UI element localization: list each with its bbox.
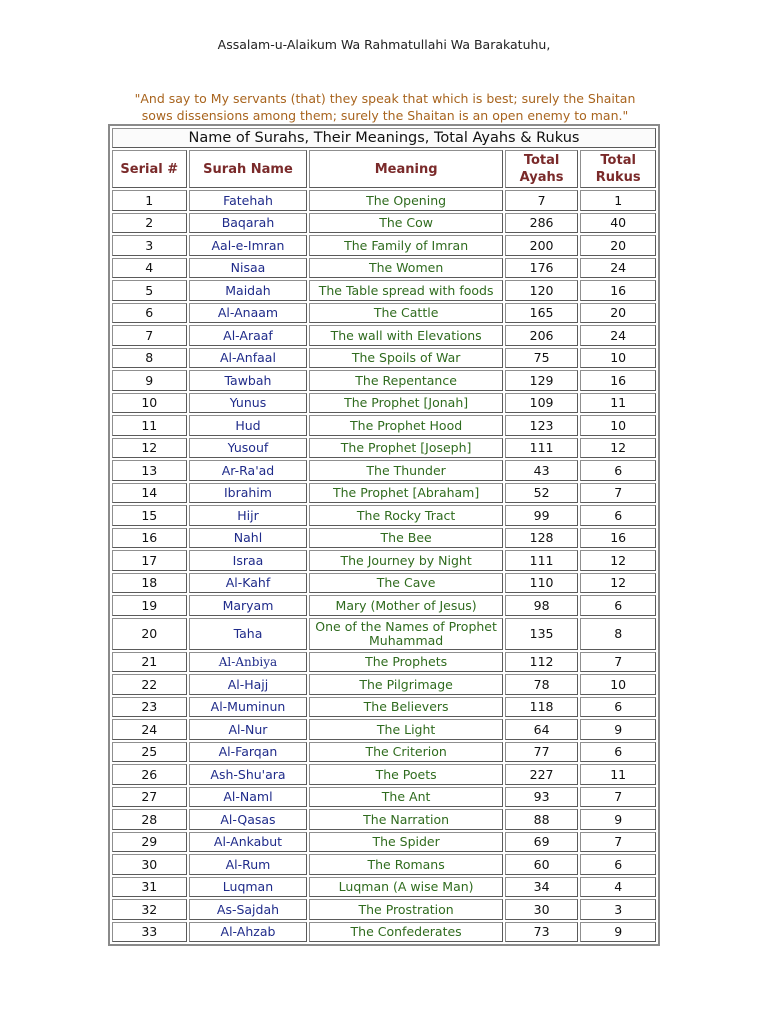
cell-meaning: The Ant <box>309 787 502 808</box>
cell-total-ayahs: 88 <box>505 809 579 830</box>
table-row <box>112 213 656 234</box>
cell-total-rukus: 9 <box>580 922 656 943</box>
cell-total-ayahs: 64 <box>505 719 579 740</box>
header-meaning: Meaning <box>309 150 502 188</box>
cell-surah-name: Taha <box>189 618 308 650</box>
cell-meaning: The Women <box>309 258 502 279</box>
cell-serial: 6 <box>112 303 187 324</box>
cell-meaning: The Cattle <box>309 303 502 324</box>
cell-total-ayahs: 43 <box>505 460 579 481</box>
cell-surah-name: Nahl <box>189 528 308 549</box>
cell-total-ayahs: 60 <box>505 854 579 875</box>
cell-total-ayahs: 78 <box>505 674 579 695</box>
table-row <box>112 719 656 740</box>
cell-serial: 27 <box>112 787 187 808</box>
table-row <box>112 595 656 616</box>
cell-surah-name: Yusouf <box>189 438 308 459</box>
cell-total-ayahs: 34 <box>505 877 579 898</box>
cell-meaning: The Journey by Night <box>309 550 502 571</box>
greeting-text: Assalam-u-Alaikum Wa Rahmatullahi Wa Barakatuhu, <box>217 37 551 52</box>
table-row <box>112 899 656 920</box>
cell-total-rukus: 16 <box>580 370 656 391</box>
cell-serial: 8 <box>112 348 187 369</box>
cell-total-rukus: 20 <box>580 235 656 256</box>
table-row <box>112 832 656 853</box>
cell-total-ayahs: 176 <box>505 258 579 279</box>
cell-meaning: The Family of Imran <box>309 235 502 256</box>
table-row <box>112 787 656 808</box>
cell-surah-name: Ar-Ra'ad <box>189 460 308 481</box>
cell-meaning: The Prophet [Jonah] <box>309 393 502 414</box>
table-row <box>112 483 656 504</box>
cell-surah-name: Al-Muminun <box>189 697 308 718</box>
table-row <box>112 280 656 301</box>
cell-total-rukus: 10 <box>580 348 656 369</box>
cell-serial: 14 <box>112 483 187 504</box>
cell-total-ayahs: 99 <box>505 505 579 526</box>
cell-meaning: The Spider <box>309 832 502 853</box>
cell-total-rukus: 6 <box>580 505 656 526</box>
cell-total-rukus: 16 <box>580 528 656 549</box>
header-serial: Serial # <box>112 150 187 188</box>
cell-surah-name: Ash-Shu'ara <box>189 764 308 785</box>
table-row <box>112 652 656 673</box>
cell-total-rukus: 12 <box>580 550 656 571</box>
cell-total-ayahs: 111 <box>505 438 579 459</box>
table-row <box>112 505 656 526</box>
cell-serial: 11 <box>112 415 187 436</box>
cell-surah-name: Al-Anfaal <box>189 348 308 369</box>
cell-surah-name: Al-Hajj <box>189 674 308 695</box>
table-row <box>112 618 656 650</box>
cell-surah-name: Baqarah <box>189 213 308 234</box>
cell-serial: 7 <box>112 325 187 346</box>
cell-total-ayahs: 123 <box>505 415 579 436</box>
header-total-rukus: Total Rukus <box>580 150 656 188</box>
cell-serial: 21 <box>112 652 187 673</box>
cell-meaning: Luqman (A wise Man) <box>309 877 502 898</box>
cell-total-rukus: 11 <box>580 393 656 414</box>
table-row <box>112 190 656 211</box>
cell-total-rukus: 6 <box>580 460 656 481</box>
cell-serial: 30 <box>112 854 187 875</box>
cell-serial: 12 <box>112 438 187 459</box>
cell-surah-name: Al-Anaam <box>189 303 308 324</box>
table-row <box>112 922 656 943</box>
cell-total-rukus: 24 <box>580 258 656 279</box>
quote-text: "And say to My servants (that) they speak that which is best; surely the Shaitan sows dissensions among them; surely the Shaitan is an open enemy to man." <box>134 91 636 123</box>
cell-meaning: The wall with Elevations <box>309 325 502 346</box>
cell-meaning: The Rocky Tract <box>309 505 502 526</box>
cell-surah-name: Luqman <box>189 877 308 898</box>
cell-total-ayahs: 93 <box>505 787 579 808</box>
table-row <box>112 303 656 324</box>
cell-surah-name: Nisaa <box>189 258 308 279</box>
cell-serial: 25 <box>112 742 187 763</box>
header-total-ayahs: Total Ayahs <box>505 150 579 188</box>
cell-total-rukus: 7 <box>580 832 656 853</box>
cell-total-rukus: 1 <box>580 190 656 211</box>
cell-total-rukus: 16 <box>580 280 656 301</box>
cell-total-rukus: 10 <box>580 674 656 695</box>
cell-serial: 15 <box>112 505 187 526</box>
cell-total-ayahs: 112 <box>505 652 579 673</box>
cell-surah-name: Al-Nur <box>189 719 308 740</box>
cell-meaning: The Cave <box>309 573 502 594</box>
table-row <box>112 393 656 414</box>
cell-total-rukus: 40 <box>580 213 656 234</box>
cell-serial: 23 <box>112 697 187 718</box>
cell-meaning: The Narration <box>309 809 502 830</box>
cell-serial: 2 <box>112 213 187 234</box>
cell-surah-name: Israa <box>189 550 308 571</box>
cell-total-rukus: 6 <box>580 854 656 875</box>
cell-meaning: The Romans <box>309 854 502 875</box>
cell-serial: 22 <box>112 674 187 695</box>
cell-meaning: The Prophet Hood <box>309 415 502 436</box>
cell-total-rukus: 6 <box>580 697 656 718</box>
cell-serial: 26 <box>112 764 187 785</box>
cell-total-rukus: 7 <box>580 652 656 673</box>
header-surah-name: Surah Name <box>189 150 308 188</box>
table-row <box>112 550 656 571</box>
cell-surah-name: Yunus <box>189 393 308 414</box>
cell-total-rukus: 7 <box>580 483 656 504</box>
table-row <box>112 674 656 695</box>
cell-serial: 19 <box>112 595 187 616</box>
table-row <box>112 415 656 436</box>
cell-surah-name: Hud <box>189 415 308 436</box>
table-row <box>112 258 656 279</box>
cell-serial: 3 <box>112 235 187 256</box>
cell-serial: 1 <box>112 190 187 211</box>
cell-meaning: The Prophet [Abraham] <box>309 483 502 504</box>
cell-meaning: The Confederates <box>309 922 502 943</box>
cell-total-rukus: 20 <box>580 303 656 324</box>
cell-total-ayahs: 286 <box>505 213 579 234</box>
cell-total-ayahs: 118 <box>505 697 579 718</box>
cell-serial: 33 <box>112 922 187 943</box>
table-row <box>112 697 656 718</box>
cell-meaning: Mary (Mother of Jesus) <box>309 595 502 616</box>
table-row <box>112 809 656 830</box>
cell-meaning: The Prophets <box>309 652 502 673</box>
table-row <box>112 325 656 346</box>
cell-total-ayahs: 128 <box>505 528 579 549</box>
cell-total-rukus: 9 <box>580 809 656 830</box>
cell-total-rukus: 8 <box>580 618 656 650</box>
cell-surah-name: Maidah <box>189 280 308 301</box>
cell-total-rukus: 12 <box>580 438 656 459</box>
table-row <box>112 460 656 481</box>
cell-serial: 4 <box>112 258 187 279</box>
cell-serial: 24 <box>112 719 187 740</box>
cell-total-rukus: 11 <box>580 764 656 785</box>
cell-surah-name: Fatehah <box>189 190 308 211</box>
cell-serial: 10 <box>112 393 187 414</box>
cell-meaning: The Spoils of War <box>309 348 502 369</box>
cell-surah-name: Al-Naml <box>189 787 308 808</box>
cell-total-rukus: 4 <box>580 877 656 898</box>
cell-meaning: The Opening <box>309 190 502 211</box>
table-row <box>112 764 656 785</box>
cell-meaning: The Prophet [Joseph] <box>309 438 502 459</box>
cell-meaning: The Thunder <box>309 460 502 481</box>
cell-surah-name: Maryam <box>189 595 308 616</box>
cell-serial: 16 <box>112 528 187 549</box>
cell-total-ayahs: 200 <box>505 235 579 256</box>
cell-surah-name: As-Sajdah <box>189 899 308 920</box>
cell-total-ayahs: 165 <box>505 303 579 324</box>
cell-meaning: The Pilgrimage <box>309 674 502 695</box>
cell-surah-name: Al-Rum <box>189 854 308 875</box>
table-row <box>112 438 656 459</box>
cell-meaning: The Bee <box>309 528 502 549</box>
table-row <box>112 235 656 256</box>
cell-surah-name: Al-Farqan <box>189 742 308 763</box>
cell-meaning: The Believers <box>309 697 502 718</box>
cell-surah-name: Al-Kahf <box>189 573 308 594</box>
table-row <box>112 348 656 369</box>
cell-total-rukus: 10 <box>580 415 656 436</box>
cell-surah-name: Ibrahim <box>189 483 308 504</box>
cell-total-ayahs: 109 <box>505 393 579 414</box>
cell-surah-name: Al-Anbiya <box>189 652 308 673</box>
cell-total-ayahs: 75 <box>505 348 579 369</box>
cell-total-rukus: 7 <box>580 787 656 808</box>
cell-total-rukus: 12 <box>580 573 656 594</box>
cell-total-ayahs: 135 <box>505 618 579 650</box>
surah-table <box>108 124 660 946</box>
table-row <box>112 742 656 763</box>
cell-meaning: The Poets <box>309 764 502 785</box>
cell-serial: 28 <box>112 809 187 830</box>
cell-meaning: The Cow <box>309 213 502 234</box>
cell-surah-name: Al-Ahzab <box>189 922 308 943</box>
cell-total-ayahs: 77 <box>505 742 579 763</box>
cell-total-ayahs: 30 <box>505 899 579 920</box>
cell-meaning: The Repentance <box>309 370 502 391</box>
cell-surah-name: Hijr <box>189 505 308 526</box>
cell-total-rukus: 6 <box>580 742 656 763</box>
table-row <box>112 573 656 594</box>
cell-total-ayahs: 98 <box>505 595 579 616</box>
cell-total-ayahs: 206 <box>505 325 579 346</box>
cell-serial: 9 <box>112 370 187 391</box>
cell-total-ayahs: 7 <box>505 190 579 211</box>
cell-total-ayahs: 129 <box>505 370 579 391</box>
cell-serial: 5 <box>112 280 187 301</box>
cell-meaning: The Criterion <box>309 742 502 763</box>
cell-surah-name: Aal-e-Imran <box>189 235 308 256</box>
cell-total-rukus: 24 <box>580 325 656 346</box>
cell-meaning: The Light <box>309 719 502 740</box>
cell-surah-name: Al-Ankabut <box>189 832 308 853</box>
cell-total-ayahs: 69 <box>505 832 579 853</box>
cell-serial: 32 <box>112 899 187 920</box>
cell-serial: 29 <box>112 832 187 853</box>
cell-total-rukus: 6 <box>580 595 656 616</box>
cell-total-ayahs: 52 <box>505 483 579 504</box>
cell-total-ayahs: 73 <box>505 922 579 943</box>
cell-total-ayahs: 227 <box>505 764 579 785</box>
cell-surah-name: Tawbah <box>189 370 308 391</box>
cell-meaning: The Prostration <box>309 899 502 920</box>
cell-total-ayahs: 110 <box>505 573 579 594</box>
cell-serial: 17 <box>112 550 187 571</box>
table-body <box>112 190 656 942</box>
cell-total-rukus: 3 <box>580 899 656 920</box>
cell-serial: 31 <box>112 877 187 898</box>
cell-surah-name: Al-Qasas <box>189 809 308 830</box>
cell-total-ayahs: 111 <box>505 550 579 571</box>
table-caption: Name of Surahs, Their Meanings, Total Ayahs & Rukus <box>112 128 656 148</box>
cell-surah-name: Al-Araaf <box>189 325 308 346</box>
cell-serial: 18 <box>112 573 187 594</box>
cell-total-rukus: 9 <box>580 719 656 740</box>
table-row <box>112 854 656 875</box>
cell-meaning: One of the Names of Prophet Muhammad <box>309 618 502 650</box>
cell-total-ayahs: 120 <box>505 280 579 301</box>
cell-serial: 13 <box>112 460 187 481</box>
cell-meaning: The Table spread with foods <box>309 280 502 301</box>
cell-serial: 20 <box>112 618 187 650</box>
table-row <box>112 877 656 898</box>
table-row <box>112 370 656 391</box>
table-row <box>112 528 656 549</box>
